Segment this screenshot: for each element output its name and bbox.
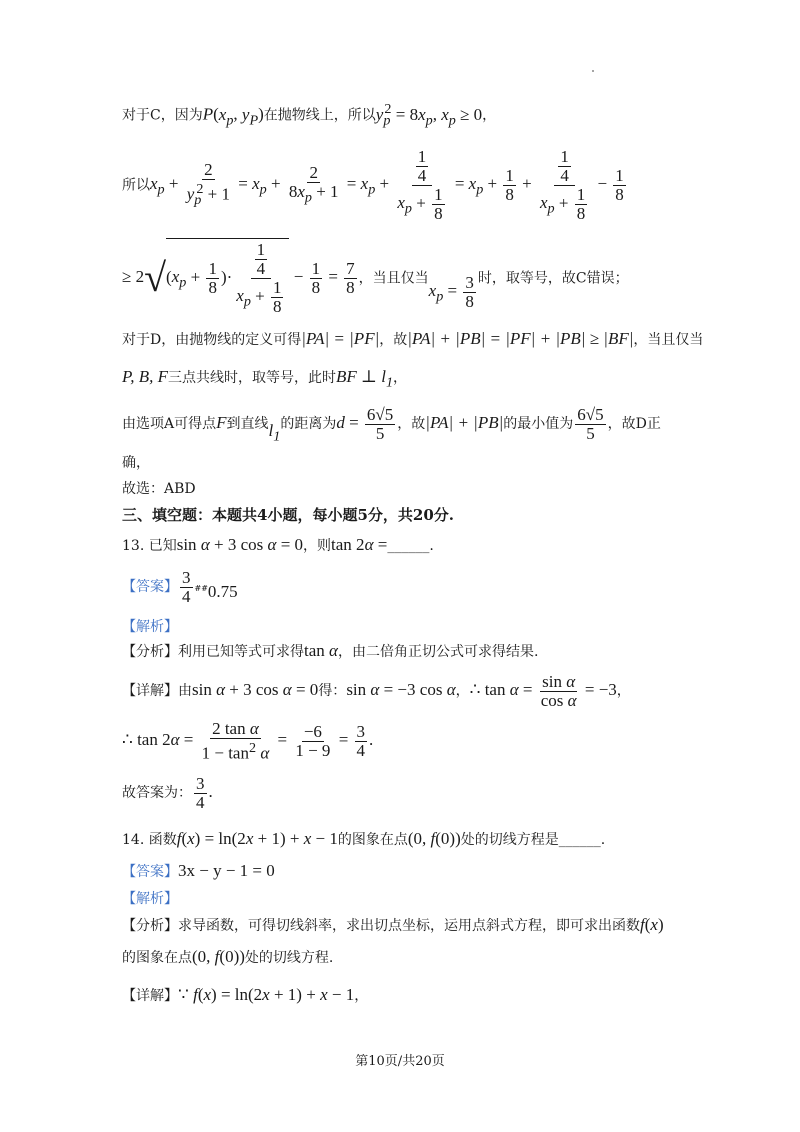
q14-question: 14. 函数f(x) = ln(2x + 1) + x − 1的图象在点(0, f(0))处的切线方程是______.	[122, 829, 606, 848]
q14-answer: 【答案】3x − y − 1 = 0	[122, 861, 275, 880]
answer-line: 故选：ABD	[122, 481, 196, 497]
q13-detail: 【详解】由sin α + 3 cos α = 0得：sin α = −3 cos α，∴ tan α = $\frac{\text{sin α}}{\text{cos α}}$ = −3，	[122, 671, 631, 710]
q13-analysis-tag: 【解析】	[122, 619, 178, 635]
answer-tag: 【答案】	[122, 579, 178, 595]
line-c-transform: 所以$x_p$ + $\frac{2}{y_p^2 + 1}$ = $x_p$ + $\frac{2}{8x_p + 1}$ = $x_p$ + $\frac{1}{4}$ $x_p$ + $\frac{1}{8}$ = $x_p$ + $\frac{1}{8}$ + $\frac{1}{4}$ $x_p$ + $\frac{1}{8}$ − $\frac{1}{8}$	[122, 147, 624, 223]
line-c-inequality: ≥ $2√(x_p$ + $\frac{1}{8}$ )· $\frac{1}{4}$ $x_p$ + $\frac{1}{8}$ − $\frac{1}{8}$ = $\frac{7}{8}$ ，当且仅当$x_p$ = $\frac{3}{8}$ 时，取等号，故C错误；	[122, 240, 629, 316]
answer-tag: 【答案】	[122, 864, 178, 880]
q13-question: 13. 已知sin α + 3 cos α = 0，则tan 2α =______.	[122, 535, 434, 554]
q13-tan2a: ∴ tan 2α = $\frac{\text{2 tan α}}{1 - \tan^2 \alpha}$ = $\frac{-6}{1 - 9}$ = $\frac{3}{4}$ .	[122, 718, 374, 763]
line-d-intro: 对于D，由抛物线的定义可得|PA| = |PF|，故|PA| + |PB| = |PF| + |PB| ≥ |BF|，当且仅当	[122, 329, 704, 348]
line-d-collinear: P, B, F三点共线时，取等号，此时BF ⊥ $l_1$，	[122, 367, 408, 391]
section-title: 三、填空题：本题共4小题，每小题5分，共20分.	[122, 506, 454, 524]
line-d-end: 确，	[122, 455, 150, 471]
q14-analysis-tag: 【解析】	[122, 891, 178, 907]
line-c-intro: 对于C，因为$P(x_p$, $y_P$)在抛物线上，所以$y_p^2 = 8x_p$, $x_p \ge 0$，	[122, 101, 497, 129]
speck	[592, 70, 594, 72]
q13-answer: 【答案】 $\frac{3}{4}$ ##0.75	[122, 567, 238, 606]
q14-fenxi-cont: 的图象在点(0, f(0))处的切线方程.	[122, 947, 334, 966]
q13-fenxi: 【分析】利用已知等式可求得tan α，由二倍角正切公式可求得结果.	[122, 641, 539, 660]
line-d-distance: 由选项A可得点F到直线$l_1$的距离为d = $\frac{6√5}{5}$ ，故|PA| + |PB|的最小值为 $\frac{6√5}{5}$ ，故D正	[122, 404, 661, 445]
q13-final: 故答案为： $\frac{3}{4}$ .	[122, 773, 213, 812]
q14-detail: 【详解】∵ f(x) = ln(2x + 1) + x − 1，	[122, 985, 369, 1004]
q14-fenxi: 【分析】求导函数，可得切线斜率，求出切点坐标，运用点斜式方程，即可求出函数f(x)	[122, 915, 664, 934]
page-footer: 第10页/共20页	[355, 1054, 445, 1069]
